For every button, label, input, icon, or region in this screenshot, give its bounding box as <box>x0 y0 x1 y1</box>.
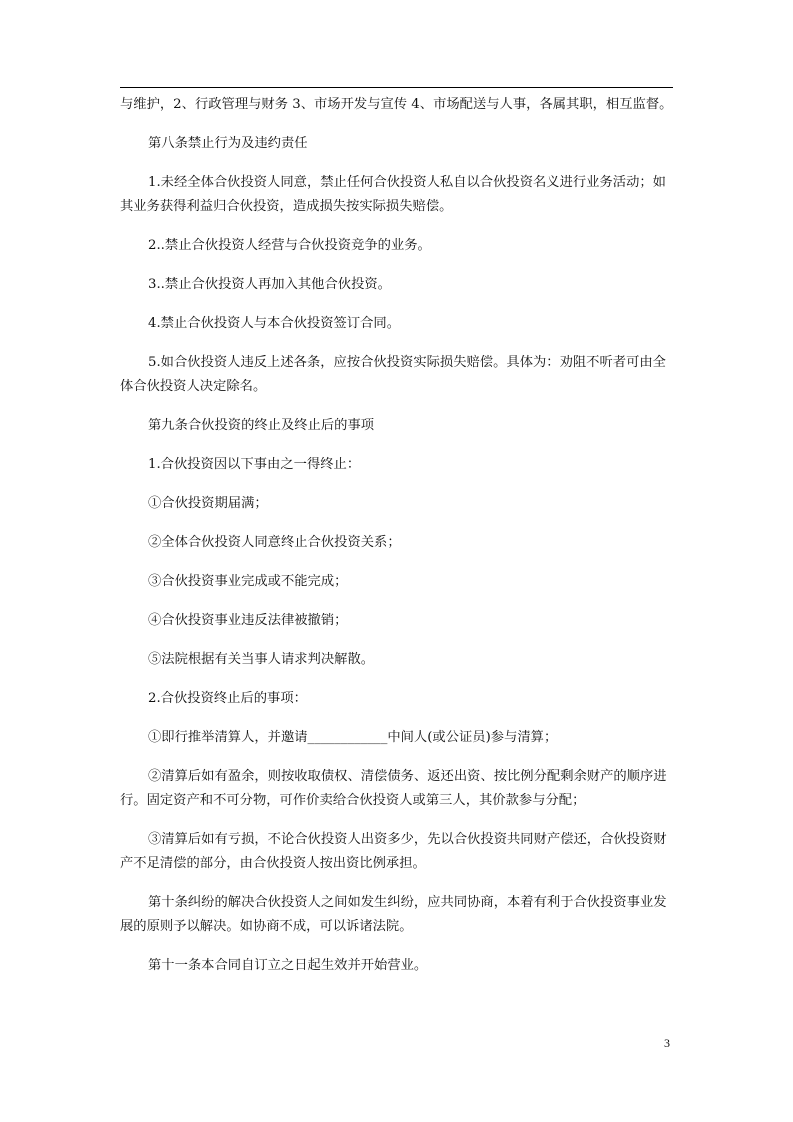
paragraph-continuation: 与维护，2、行政管理与财务 3、市场开发与宣传 4、市场配送与人事，各属其职，相互监督。 <box>120 97 673 112</box>
article-8-item-1: 1.未经全体合伙投资人同意，禁止任何合伙投资人私自以合伙投资名义进行业务活动；如其业务获得利益归合伙投资，造成损失按实际损失赔偿。 <box>120 175 666 214</box>
post-termination-2: ②清算后如有盈余，则按收取债权、清偿债务、返还出资、按比例分配剩余财产的顺序进行。固定资产和不可分物，可作价卖给合伙投资人或第三人，其价款参与分配； <box>120 769 667 808</box>
article-9-heading: 第九条合伙投资的终止及终止后的事项 <box>148 418 375 433</box>
article-11: 第十一条本合同自订立之日起生效并开始营业。 <box>148 958 428 973</box>
termination-reason-2: ②全体合伙投资人同意终止合伙投资关系； <box>148 535 401 550</box>
termination-reason-5: ⑤法院根据有关当事人请求判决解散。 <box>148 652 375 667</box>
article-8-item-2: 2..禁止合伙投资人经营与合伙投资竞争的业务。 <box>148 238 431 253</box>
article-8-item-4: 4.禁止合伙投资人与本合伙投资签订合同。 <box>148 316 401 331</box>
termination-reason-4: ④合伙投资事业违反法律被撤销； <box>148 613 348 628</box>
article-9-item-2: 2.合伙投资终止后的事项： <box>148 691 307 706</box>
post-termination-1: ①即行推举清算人，并邀请____________中间人(或公证员)参与清算； <box>148 730 558 745</box>
article-8-item-5: 5.如合伙投资人违反上述各条，应按合伙投资实际损失赔偿。具体为：劝阻不听者可由全体合伙投资人决定除名。 <box>120 355 666 394</box>
post-termination-3: ③清算后如有亏损，不论合伙投资人出资多少，先以合伙投资共同财产偿还，合伙投资财产不足清偿的部分，由合伙投资人按出资比例承担。 <box>120 832 667 871</box>
article-8-heading: 第八条禁止行为及违约责任 <box>148 136 308 151</box>
article-9-item-1: 1.合伙投资因以下事由之一得终止： <box>148 457 361 472</box>
page-number: 3 <box>664 1036 670 1050</box>
termination-reason-3: ③合伙投资事业完成或不能完成； <box>148 574 348 589</box>
document-body <box>120 93 673 978</box>
article-8-item-3: 3..禁止合伙投资人再加入其他合伙投资。 <box>148 277 391 292</box>
header-rule <box>120 87 673 88</box>
article-10: 第十条纠纷的解决合伙投资人之间如发生纠纷，应共同协商，本着有利于合伙投资事业发展的原则予以解决。如协商不成，可以诉诸法院。 <box>120 895 667 934</box>
termination-reason-1: ①合伙投资期届满； <box>148 496 268 511</box>
